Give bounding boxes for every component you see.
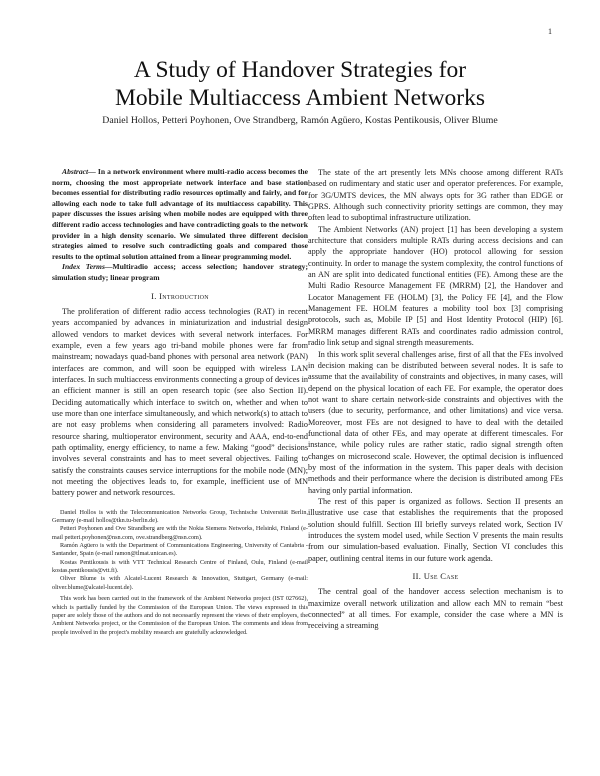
use-case-paragraph: The central goal of the handover access selection mechanism is to maximize overall network utilization and allow each MN to remain “best connected” at all times. For example, consider the case where a MN is receiving a streaming — [308, 587, 563, 631]
body-paragraph: The state of the art presently lets MNs choose among different RATs based on rudimentary and static user and operator preferences. For example, for 3G/UMTS devices, the MN always opts for 3G rather than EDGE or GPRS. Although such connectivity priority settings are common, they may often lead to suboptimal infrastructure utilization. — [308, 168, 563, 223]
title-line-2: Mobile Multiaccess Ambient Networks — [114, 85, 486, 111]
index-terms — [52, 262, 308, 283]
section-heading-introduction: I. Introduction — [151, 290, 209, 301]
paper-title — [40, 56, 560, 112]
left-column — [52, 167, 308, 637]
footnotes — [52, 509, 308, 637]
title-line-1: A Study of Handover Strategies for — [133, 57, 467, 83]
footnote-funding: This work has been carried out in the framework of the Ambient Networks project (IST 027662), which is partially funded by the Commission of the European Union. The views expressed in this paper are solely those of the authors and do not necessarily represent the views of their employers, the Ambient Networks project, or the Commission of the European Union. The comments and ideas from people involved in the project's mobility research are gratefully acknowledged. — [52, 595, 308, 636]
body-paragraph: The rest of this paper is organized as follows. Section II presents an illustrative use case that establishes the requirements that the proposed solution should fulfill. Section III briefly surveys related work, Section IV introduces the system model used, while Section V presents the main results from our simulation-based evaluation. Finally, Section VI concludes this paper, outlining central items in our future work agenda. — [308, 496, 563, 563]
abstract — [52, 167, 308, 262]
abstract-label: Abstract — [62, 167, 89, 176]
index-terms-text: —Multiradio access; access selection; handover strategy; simulation study; linear program — [52, 262, 309, 282]
footnote-author: Daniel Hollos is with the Telecommunication Networks Group, Technische Universität Berlin, Germany (e-mail hollos@tkn.tu-berlin.de). — [52, 508, 308, 525]
right-column — [308, 167, 563, 632]
footnote-author: Oliver Blume is with Alcatel-Lucent Research & Innovation, Stuttgart, Germany (e-mail: oliver.blume@alcatel-lucent.de). — [52, 575, 308, 591]
footnote-author: Petteri Poyhonen and Ove Strandberg are with the Nokia Siemens Networks, Helsinki, Finland (e-mail petteri.poyhonen@nsn.com, ove.strandberg@nsn.com). — [52, 525, 308, 541]
introduction-paragraph: The proliferation of different radio access technologies (RAT) in recent years accompanied by advances in miniaturization and industrial design allowed vendors to market devices with several network interfaces. For example, even a few years ago tri-band mobile phones were far from mainstream; nowadays quad-band phones with personal area network (PAN) interfaces are common, and will soon be equipped with wireless LAN interfaces. In such multiaccess environments connecting a group of devices in an efficient manner is still an open research topic (see also Section II). Deciding automatically which interface to switch on, whether and when to use more than one interface simultaneously, and which network(s) to attach to are not easy problems when considering all parameters involved: Radio resource sharing, multioperator environment, security and AAA, end-to-end path optimality, energy efficiency, to name a few. Making “good” decisions involves several constraints and has to meet several objectives. Failing to satisfy the constraints causes service interruptions for the mobile node (MN); not meeting the objectives leads to, for example, inefficient use of MN battery power and network resources. — [52, 306, 308, 498]
page-number: 1 — [548, 27, 552, 36]
author-list: Daniel Hollos, Petteri Poyhonen, Ove Strandberg, Ramón Agüero, Kostas Pentikousis, Oliver Blume — [102, 115, 498, 126]
body-paragraph: In this work split several challenges arise, first of all that the FEs involved in decision making can be distributed between several nodes. It is safe to assume that the availability of constraints and objectives, in many cases, will depend on the physical location of each FE. For example, the operator does not want to share certain network-side constraints and objectives with the users (due to security, performance, and other limitations) and vice versa. Moreover, most FEs are not designed to have to deal with the detailed functional data of other FEs, and may operate at different timescales. For instance, while policy rules are rather static, radio signal strength often changes on microsecond scale. However, the optimal decision is influenced by most of the information in the system. This paper deals with decision methods and their performance where the decision is distributed among FEs having only partial information. — [308, 349, 563, 495]
index-terms-label: Index Terms — [62, 262, 105, 272]
abstract-text: — In a network environment where multi-radio access becomes the norm, choosing the most appropriate network interface and base station becomes essential for distributing radio resources optimally and fairly, and for allowing each node to take full advantage of its multiaccess capability. This paper discusses the issues arising when mobile nodes are equipped with three different radio access technologies and have contradicting goals to the network provider in a high density scenario. We simulated three different decision strategies aimed to resolve such contradicting goals and compared those results to the optimal solution attained from a linear programming model. — [52, 167, 308, 261]
body-paragraph: The Ambient Networks (AN) project [1] has been developing a system architecture that considers multiple RATs during access decisions and can apply the appropriate handover (HO) protocol allowing for session continuity. In order to manage the system complexity, the control functions of an AN are split into dedicated functional entities (FE). Among these are the Multi Radio Resource Management FE (MRRM) [2], the Handover and Locator Management FE (HOLM) [3], the Policy FE [4], and the Flow Management FE. HOLM features a mobility tool box [3] comprising protocols, such as, Mobile IP [5] and Host Identity Protocol (HIP) [6]. MRRM manages different RATs and coordinates radio admission control, radio link setup and signal strength measurements. — [308, 224, 563, 348]
footnote-author: Ramón Agüero is with the Department of Communications Engineering, University of Cantabria - Santander, Spain (e-mail ramon@tlmat.unican.es). — [52, 542, 308, 558]
footnote-author: Kostas Pentikousis is with VTT Technical Research Centre of Finland, Oulu, Finland (e-mail kostas.pentikousis@vtt.fi). — [52, 558, 308, 575]
section-heading-use-case: II. Use Case — [412, 571, 459, 582]
